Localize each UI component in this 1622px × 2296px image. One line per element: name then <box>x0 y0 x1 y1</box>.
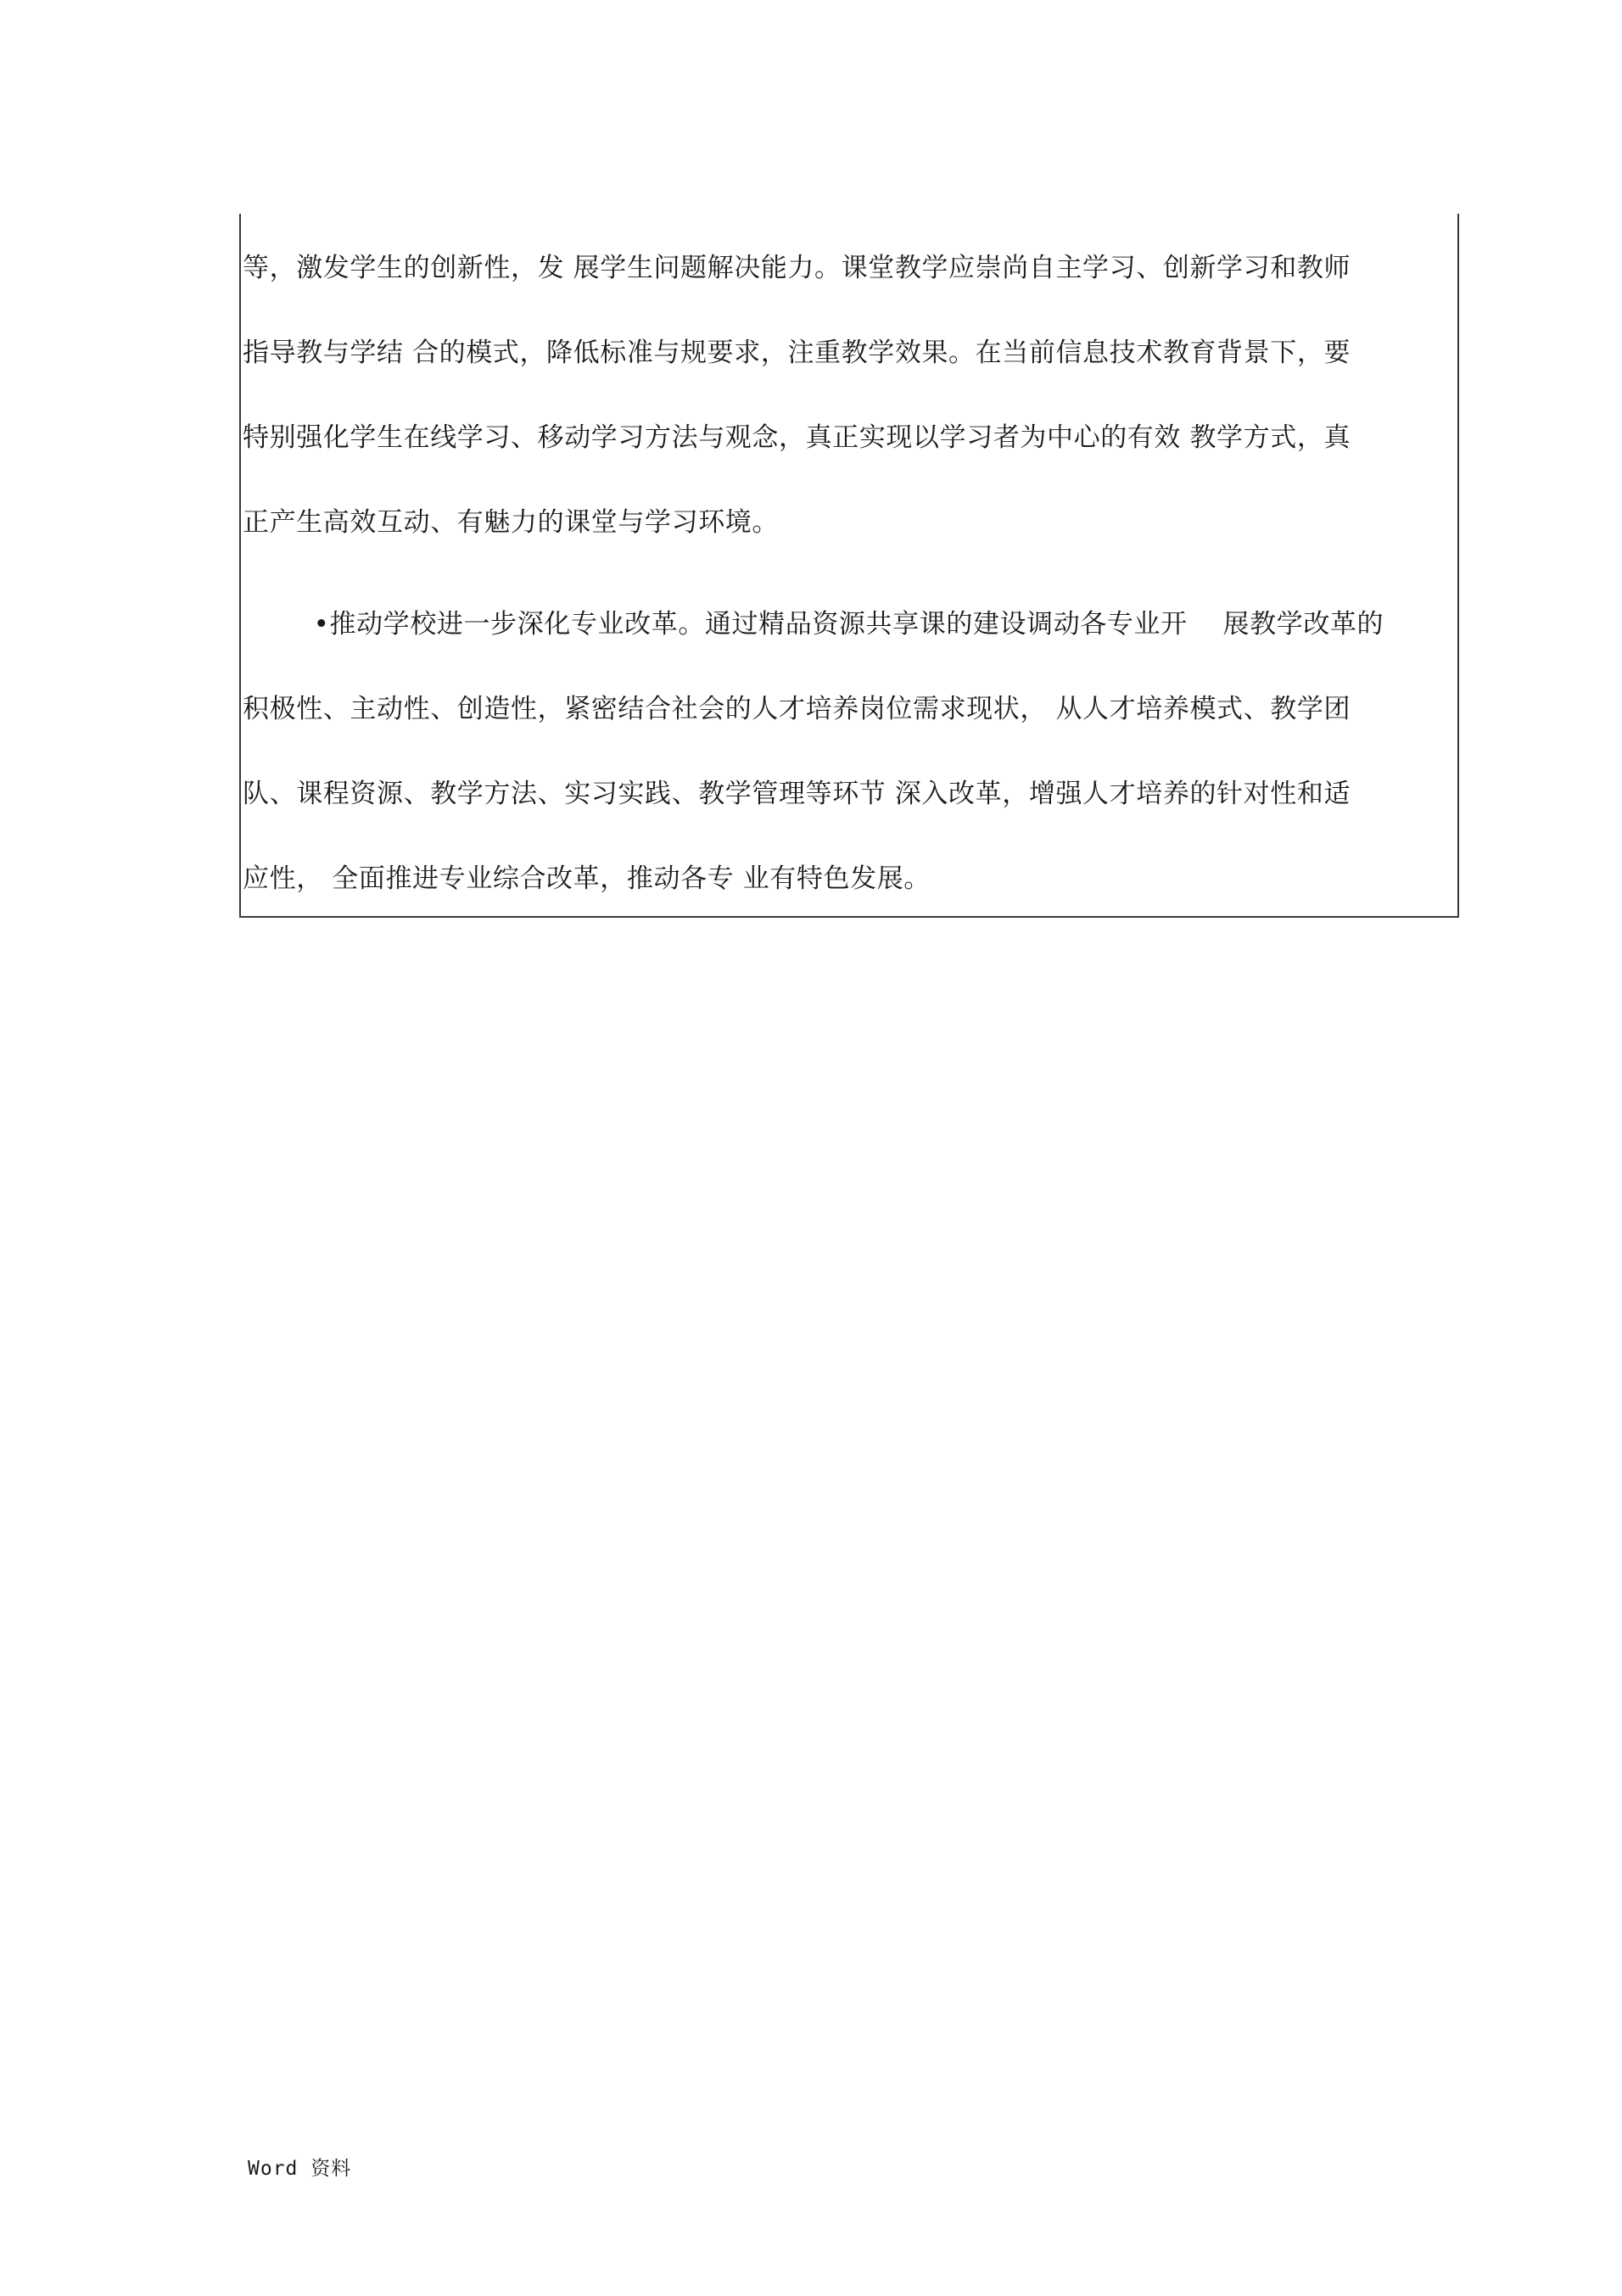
paragraph-2-line-1: •推动学校进一步深化专业改革。通过精品资源共享课的建设调动各专业开 展教学改革的 <box>243 609 1384 640</box>
paragraph-2-line-2: 积极性、主动性、创造性，紧密结合社会的人才培养岗位需求现状， 从人才培养模式、教学团 <box>243 694 1351 724</box>
paragraph-1-line-3: 特别强化学生在线学习、移动学习方法与观念，真正实现以学习者为中心的有效 教学方式，真 <box>243 422 1351 453</box>
paragraph-2-line-3: 队、课程资源、教学方法、实习实践、教学管理等环节 深入改革，增强人才培养的针对性和适 <box>243 779 1351 809</box>
content-table-cell <box>239 214 1459 918</box>
paragraph-1-line-4: 正产生高效互动、有魅力的课堂与学习环境。 <box>243 507 779 538</box>
paragraph-1-line-2: 指导教与学结 合的模式，降低标准与规要求，注重教学效果。在当前信息技术教育背景下，要 <box>243 338 1351 368</box>
page-footer: Word 资料 <box>248 2158 352 2180</box>
paragraph-1-line-1: 等，激发学生的创新性，发 展学生问题解决能力。课堂教学应崇尚自主学习、创新学习和教师 <box>243 253 1351 283</box>
paragraph-2-line-4: 应性， 全面推进专业综合改革，推动各专 业有特色发展。 <box>243 863 931 894</box>
